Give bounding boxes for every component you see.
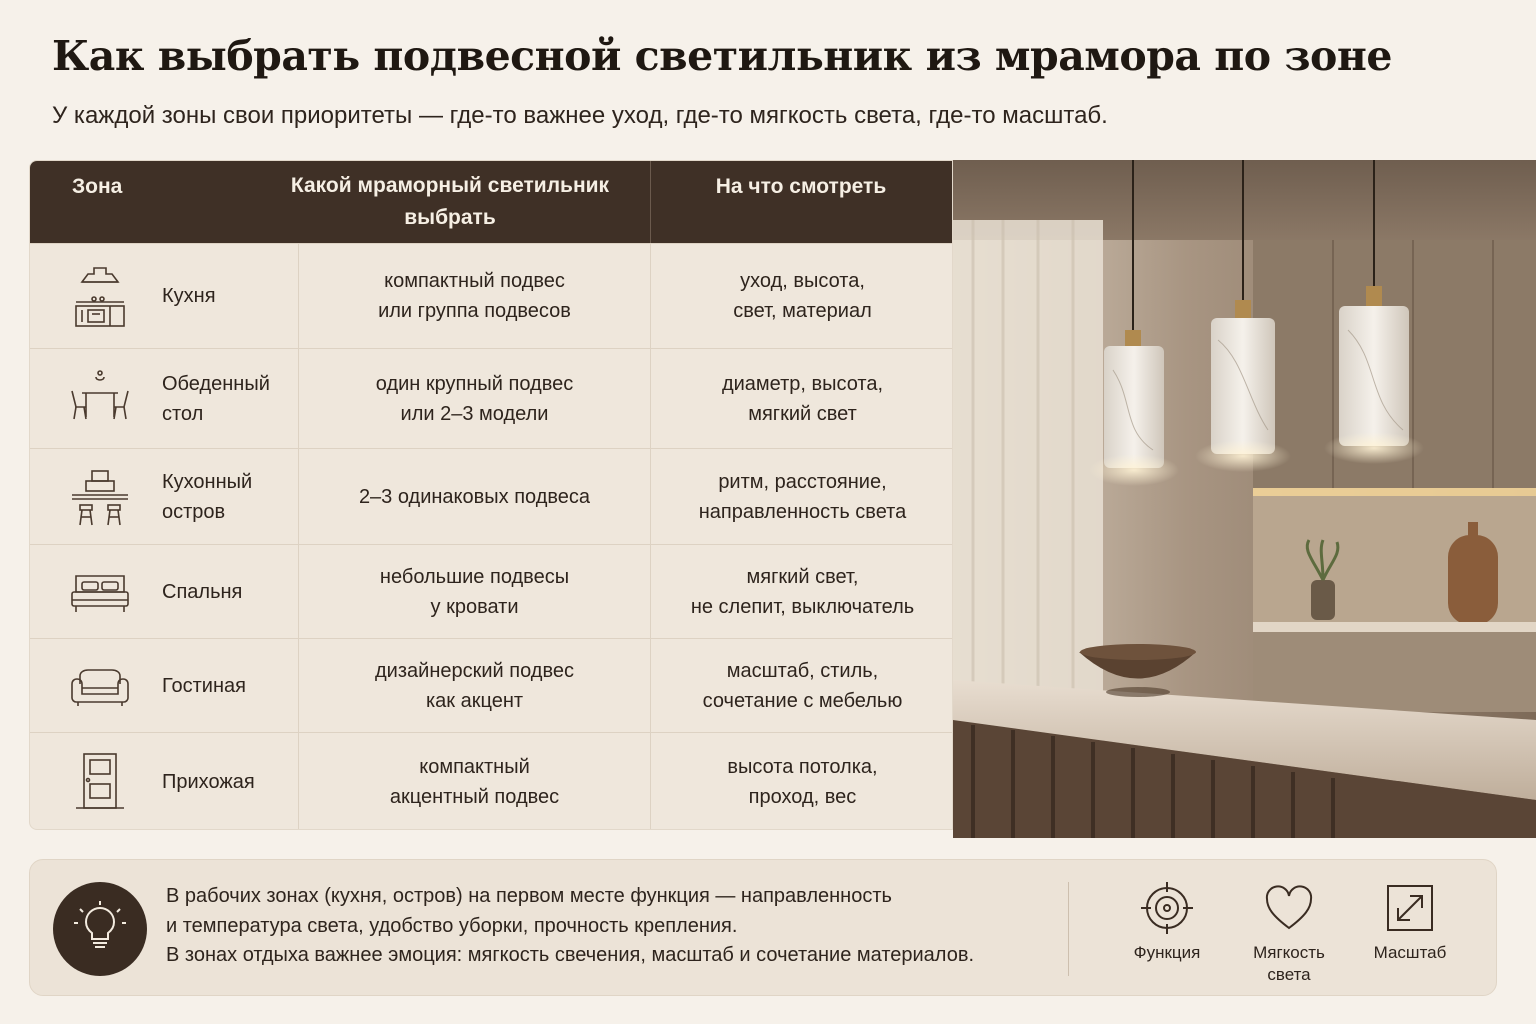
feature-label: Мягкость света [1253, 943, 1325, 984]
look-for: уход, высота, свет, материал [650, 244, 953, 348]
feature-function [1107, 882, 1227, 964]
zone-name: Кухня [162, 285, 216, 307]
page-title: Как выбрать подвесной светильник из мрамора по зоне [52, 32, 1392, 80]
lamp-choice: небольшие подвесы у кровати [298, 545, 650, 638]
page-subtitle: У каждой зоны свои приоритеты — где-то важнее уход, где-то мягкость света, где-то масштаб. [52, 102, 1108, 129]
kitchen-island-icon [68, 465, 132, 529]
header-look: На что смотреть [715, 175, 887, 198]
lamp-choice: компактный подвес или группа подвесов [298, 244, 650, 348]
sofa-icon [68, 654, 132, 718]
heart-icon [1263, 882, 1315, 934]
feature-scale [1350, 882, 1470, 964]
table-row [30, 732, 953, 830]
lamp-choice: компактный акцентный подвес [298, 733, 650, 830]
header-lamp: Какой мраморный светильник выбрать [290, 174, 610, 229]
feature-softness [1229, 882, 1349, 986]
tip-panel [29, 859, 1497, 996]
lamp-choice: один крупный подвес или 2–3 модели [298, 349, 650, 448]
bed-icon [68, 560, 132, 624]
lamp-choice: 2–3 одинаковых подвеса [298, 449, 650, 544]
kitchen-icon [68, 264, 132, 328]
tip-text: В рабочих зонах (кухня, остров) на первом месте функция — направленность и температура света, удобство уборки, прочность крепления. В зонах отдыха важнее эмоция: мягкость свечения, масштаб и сочетание материалов. [166, 885, 975, 966]
zone-name: Гостиная [162, 674, 246, 697]
target-icon [1141, 882, 1193, 934]
table-row [30, 448, 953, 544]
look-for: диаметр, высота, мягкий свет [650, 349, 953, 448]
dining-table-icon [68, 367, 132, 431]
lightbulb-icon [70, 899, 130, 959]
look-for: высота потолка, проход, вес [650, 733, 953, 830]
table-row [30, 544, 953, 638]
zone-name: Спальня [162, 580, 243, 603]
look-for: ритм, расстояние, направленность света [650, 449, 953, 544]
lamp-choice: дизайнерский подвес как акцент [298, 639, 650, 732]
zone-table [29, 160, 953, 830]
zone-name: Обеденный стол [162, 372, 270, 425]
feature-label: Масштаб [1373, 943, 1447, 962]
zone-name: Кухонный остров [162, 470, 253, 523]
kitchen-photo [953, 160, 1536, 838]
look-for: масштаб, стиль, сочетание с мебелью [650, 639, 953, 732]
resize-arrows-icon [1384, 882, 1436, 934]
table-row [30, 638, 953, 732]
table-row [30, 348, 953, 448]
look-for: мягкий свет, не слепит, выключатель [650, 545, 953, 638]
zone-name: Прихожая [162, 771, 255, 793]
feature-label: Функция [1133, 943, 1201, 962]
header-zone: Зона [72, 175, 123, 198]
door-icon [68, 750, 132, 814]
table-header [30, 161, 953, 243]
table-row [30, 243, 953, 348]
